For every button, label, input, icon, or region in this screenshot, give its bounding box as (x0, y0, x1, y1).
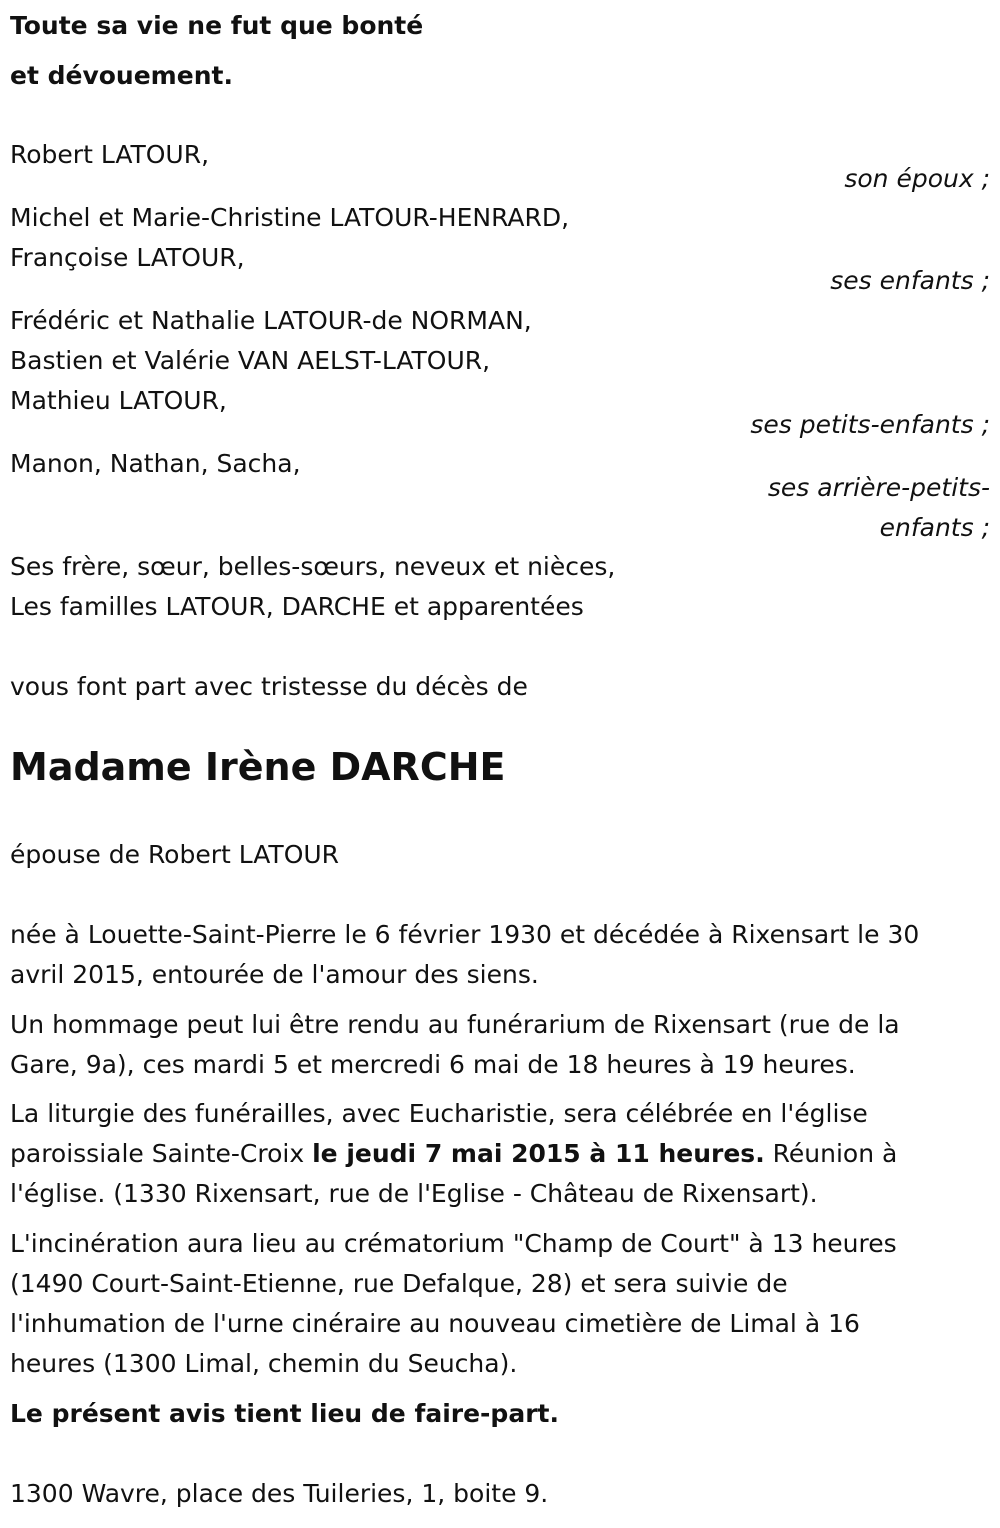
funeral-date: le jeudi 7 mai 2015 à 11 heures. (312, 1139, 765, 1168)
deceased-relation: épouse de Robert LATOUR (10, 840, 340, 869)
great-grandchildren-role-line-1: ses arrière-petits- (767, 473, 990, 502)
child-line-2: Françoise LATOUR, (10, 243, 245, 272)
grandchild-line-3: Mathieu LATOUR, (10, 386, 227, 415)
cremation-line-4: heures (1300 Limal, chemin du Seucha). (10, 1349, 518, 1378)
liturgy-line-2-start: paroissiale Sainte-Croix (10, 1139, 313, 1168)
liturgy-line-1: La liturgie des funérailles, avec Eucharistie, sera célébrée en l'église (10, 1099, 868, 1128)
tribute-line-2: Gare, 9a), ces mardi 5 et mercredi 6 mai de 18 heures à 19 heures. (10, 1050, 856, 1079)
child-line-1: Michel et Marie-Christine LATOUR-HENRARD, (10, 203, 570, 232)
liturgy-line-2 (10, 1134, 897, 1174)
great-grandchildren-names: Manon, Nathan, Sacha, (10, 449, 301, 478)
epigraph-line-1: Toute sa vie ne fut que bonté (10, 11, 424, 40)
liturgy-line-3: l'église. (1330 Rixensart, rue de l'Eglise - Château de Rixensart). (10, 1179, 818, 1208)
birth-death-line-2: avril 2015, entourée de l'amour des siens. (10, 960, 539, 989)
grandchildren-role: ses petits-enfants ; (750, 410, 990, 439)
cremation-line-2: (1490 Court-Saint-Etienne, rue Defalque, 28) et sera suivie de (10, 1269, 788, 1298)
notice-statement: Le présent avis tient lieu de faire-part. (10, 1399, 559, 1428)
spouse-name: Robert LATOUR, (10, 140, 210, 169)
tribute-line-1: Un hommage peut lui être rendu au funérarium de Rixensart (rue de la (10, 1010, 900, 1039)
great-grandchildren-role-line-2: enfants ; (879, 513, 990, 542)
cremation-line-1: L'incinération aura lieu au crématorium "Champ de Court" à 13 heures (10, 1229, 897, 1258)
cremation-line-3: l'inhumation de l'urne cinéraire au nouveau cimetière de Limal à 16 (10, 1309, 860, 1338)
children-role: ses enfants ; (830, 266, 990, 295)
grandchild-line-2: Bastien et Valérie VAN AELST-LATOUR, (10, 346, 491, 375)
epigraph-line-2: et dévouement. (10, 61, 233, 90)
birth-death-line-1: née à Louette-Saint-Pierre le 6 février 1930 et décédée à Rixensart le 30 (10, 920, 920, 949)
address: 1300 Wavre, place des Tuileries, 1, boite 9. (10, 1479, 549, 1508)
announcement: vous font part avec tristesse du décès de (10, 672, 528, 701)
spouse-role: son époux ; (844, 164, 990, 193)
deceased-name: Madame Irène DARCHE (10, 745, 506, 789)
other-relatives-line-2: Les familles LATOUR, DARCHE et apparentées (10, 592, 584, 621)
grandchild-line-1: Frédéric et Nathalie LATOUR-de NORMAN, (10, 306, 532, 335)
liturgy-line-2-end: Réunion à (764, 1139, 898, 1168)
other-relatives-line-1: Ses frère, sœur, belles-sœurs, neveux et nièces, (10, 552, 616, 581)
